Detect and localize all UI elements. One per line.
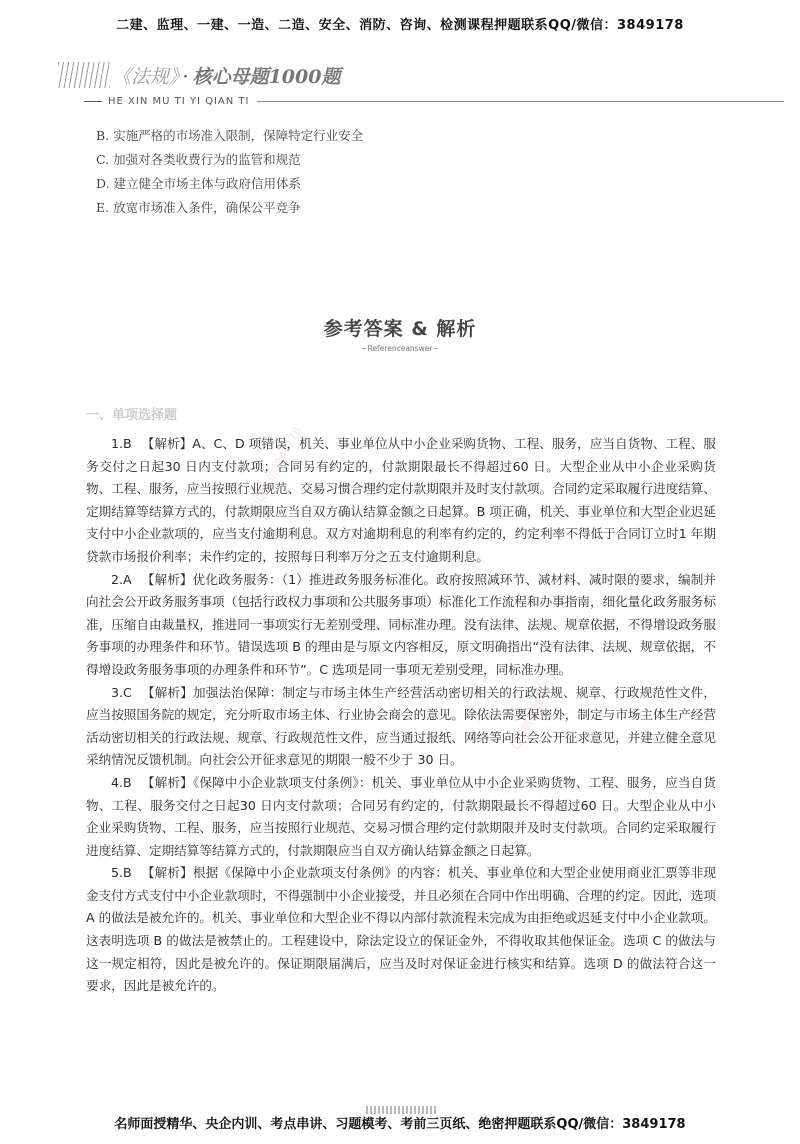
top-contact-banner: 二建、监理、一建、一造、二造、安全、消防、咨询、检测课程押题联系QQ/微信：3849178 [116, 18, 684, 33]
answer-number: 4.B [111, 774, 132, 790]
analysis-tag: 【解析】 [141, 436, 193, 451]
option-list [96, 124, 363, 220]
pinyin-dash [84, 101, 102, 102]
option-item: D. 建立健全市场主体与政府信用体系 [96, 176, 302, 191]
book-title-pinyin: HE XIN MU TI YI QIAN TI [108, 95, 250, 107]
answer-text: 加强法治保障：制定与市场主体生产经营活动密切相关的行政法规、规章、行政规范性文件，应当按照国务院的规定，充分听取市场主体、行业协会商会的意见。除依法需要保密外，制定与市场主体生产经营活动密切相关的行政法规、规章、行政规范性文件，应当通过报纸、网络等向社会公开征求意见，并建立健全意见采纳情况反馈机制。向社会公开征求意见的期限一般不少于 30 日。 [86, 684, 717, 768]
answer-paragraph [86, 569, 716, 682]
answer-number: 5.B [111, 865, 132, 881]
answer-text: 根据《保障中小企业款项支付条例》的内容：机关、事业单位和大型企业使用商业汇票等非现金支付方式支付中小企业款项时，不得强制中小企业接受，并且必须在合同中作出明确、合理的约定。因此，选项 A 的做法是被允许的。机关、事业单位和大型企业不得以内部付款流程未完成为由拒绝或迟延支付中小企业款项。这表明选项 B 的做法是被禁止的。工程建设中，除法定设立的保证金外，不得收取其他保证金。选项 C 的做法与这一规定相符，因此是被允许的。保证期限届满后，应当及时对保证金进行核实和结算。选项 D 的做法符合这一要求，因此是被允许的。 [86, 865, 717, 994]
option-item: B. 实施严格的市场准入限制，保障特定行业安全 [96, 128, 364, 143]
answer-text: 《保障中小企业款项支付条例》：机关、事业单位从中小企业采购货物、工程、服务，应当自货物、工程、服务交付之日起30 日内支付款项；合同另有约定的，付款期限最长不得超过60 日。大型企业从中小企业采购货物、工程、服务，应当按照行业规范、交易习惯合理约定付款期限并及时支付款项。合同约定采取履行进度结算、定期结算等结算方式的，付款期限应当自双方确认结算金额之日起算。 [86, 774, 717, 858]
answer-explanations [86, 433, 716, 998]
analysis-tag: 【解析】 [141, 865, 193, 881]
analysis-tag: 【解析】 [141, 774, 193, 790]
option-item: E. 放宽市场准入条件，确保公平竞争 [96, 200, 301, 215]
answer-text: 优化政务服务：（1）推进政务服务标准化。政府按照减环节、减材料、减时限的要求，编制并向社会公开政务服务事项（包括行政权力事项和公共服务事项）标准化工作流程和办事指南，细化量化政务服务标准，压缩自由裁量权，推进同一事项实行无差别受理、同标准办理。没有法律、法规、规章依据，不得增设政务服务事项的办理条件和环节。错误选项 B 的理由是与原文内容相反，原文明确指出“没有法律、法规、规章依据，不得增设政务服务事项的办理条件和环节”。C 选项是同一事项无差别受理，同标准办理。 [86, 571, 717, 677]
watermark: QQ/微信3849178 [509, 664, 564, 752]
header-stripes-decoration [58, 62, 110, 88]
watermark: QQ/微信3849178 [249, 424, 304, 512]
answer-section-subtitle: ~Referenceanswer~ [361, 344, 439, 353]
answer-paragraph [86, 862, 716, 998]
answer-paragraph [86, 772, 716, 862]
book-title [112, 62, 340, 89]
answer-number: 1.B [111, 436, 132, 451]
answer-section-title: 参考答案 & 解析 [323, 318, 477, 340]
book-title-separator: · [182, 66, 189, 88]
bottom-contact-banner: 名师面授精华、央企内训、考点串讲、习题模考、考前三页纸、绝密押题联系QQ/微信：3849178 [114, 1117, 686, 1132]
answer-number: 3.C [111, 684, 132, 700]
pinyin-row [84, 94, 784, 108]
option-item: C. 加强对各类收费行为的监管和规范 [96, 152, 301, 167]
analysis-tag: 【解析】 [141, 571, 193, 587]
analysis-tag: 【解析】 [141, 684, 194, 700]
answer-paragraph [86, 682, 716, 772]
answer-text: A、C、D 项错误，机关、事业单位从中小企业采购货物、工程、服务，应当自货物、工程、服务交付之日起30 日内支付款项；合同另有约定的，付款期限最长不得超过60 日。大型企业从中小企业采购货物、工程、服务，应当按照行业规范、交易习惯合理约定付款期限并及时支付款项。合同约定采取履行进度结算、定期结算等结算方式的，付款期限应当自双方确认结算金额之日起算。B 项正确，机关、事业单位和大型企业迟延支付中小企业款项的，应当支付逾期利息。双方对逾期利息的利率有约定的，约定利率不得低于合同订立时1 年期贷款市场报价利率；未作约定的，按照每日利率万分之五支付逾期利息。 [86, 436, 717, 564]
header-rule [257, 101, 784, 102]
answer-paragraph [86, 433, 716, 569]
book-title-part1: 《法规》 [112, 66, 179, 88]
question-type-heading: 一、单项选择题 [86, 408, 178, 423]
book-title-part2: 核心母题1000题 [192, 66, 341, 88]
answer-number: 2.A [111, 571, 132, 587]
